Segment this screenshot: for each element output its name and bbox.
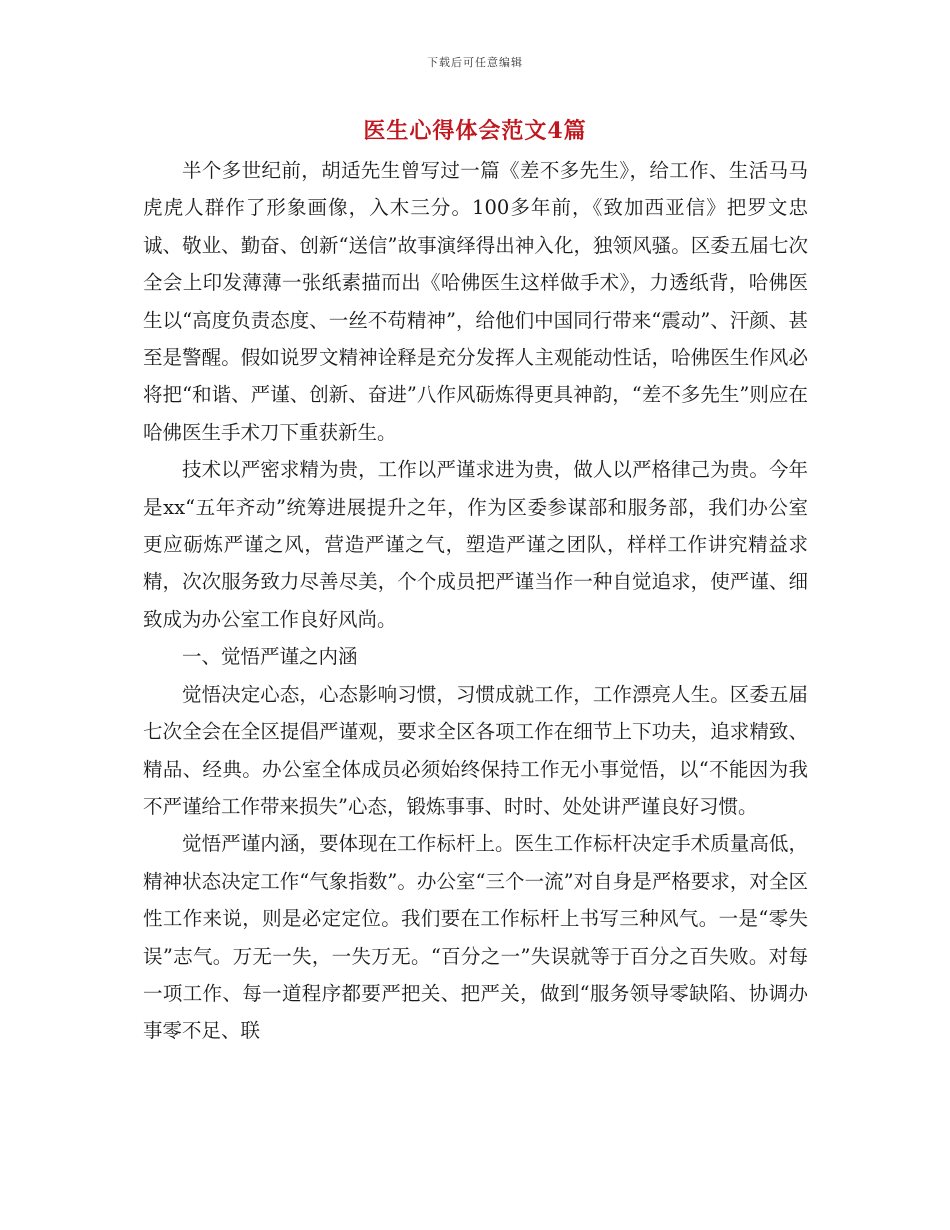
paragraph: 觉悟决定心态，心态影响习惯，习惯成就工作，工作漂亮人生。区委五届七次全会在全区提倡严谨观，要求全区各项工作在细节上下功夫，追求精致、精品、经典。办公室全体成员必须始终保持工作无小事觉悟，以“不能因为我不严谨给工作带来损失”心态，锻炼事事、时时、处处讲严谨良好习惯。 [143,682,808,818]
paragraph: 半个多世纪前，胡适先生曾写过一篇《差不多先生》，给工作、生活马马虎虎人群作了形象画像，入木三分。100多年前，《致加西亚信》把罗文忠诚、敬业、勤奋、创新“送信”故事演绎得出神入化，独领风骚。区委五届七次全会上印发薄薄一张纸素描而出《哈佛医生这样做手术》，力透纸背，哈佛医生以“高度负责态度、一丝不苟精神”，给他们中国同行带来“震动”、汗颜、甚至是警醒。假如说罗文精神诠释是充分发挥人主观能动性话，哈佛医生作风必将把“和谐、严谨、创新、奋进”八作风砺炼得更具神韵，“差不多先生”则应在哈佛医生手术刀下重获新生。 [143,159,808,444]
document-body [143,152,808,1050]
document-title: 医生心得体会范文4篇 [363,118,587,144]
section-heading: 一、觉悟严谨之内涵 [182,645,358,669]
paragraph: 觉悟严谨内涵，要体现在工作标杆上。医生工作标杆决定手术质量高低，精神状态决定工作“气象指数”。办公室“三个一流”对自身是严格要求，对全区性工作来说，则是必定定位。我们要在工作标杆上书写三种风气。一是“零失误”志气。万无一失，一失万无。“百分之一”失误就等于百分之百失败。对每一项工作、每一道程序都要严把关、把严关，做到“服务领导零缺陷、协调办事零不足、联 [143,832,808,1043]
header-note: 下载后可任意编辑 [427,56,523,69]
paragraph: 技术以严密求精为贵，工作以严谨求进为贵，做人以严格律己为贵。今年是xx“五年齐动”统筹进展提升之年，作为区委参谋部和服务部，我们办公室更应砺炼严谨之风，营造严谨之气，塑造严谨之团队，样样工作讲究精益求精，次次服务致力尽善尽美，个个成员把严谨当作一种自觉追求，使严谨、细致成为办公室工作良好风尚。 [143,458,808,631]
